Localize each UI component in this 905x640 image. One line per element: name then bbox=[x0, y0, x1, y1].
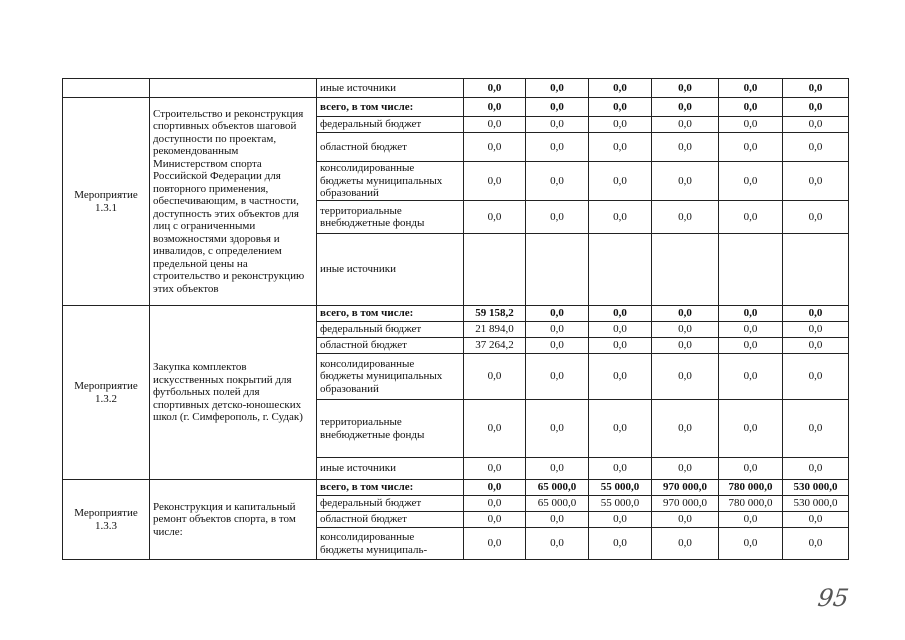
value-cell: 0,0 bbox=[464, 512, 526, 528]
value-cell: 0,0 bbox=[526, 117, 589, 133]
value-cell: 0,0 bbox=[526, 162, 589, 201]
value-cell: 0,0 bbox=[783, 400, 849, 458]
value-cell: 0,0 bbox=[589, 338, 652, 354]
value-cell bbox=[464, 234, 526, 306]
value-cell: 0,0 bbox=[652, 306, 719, 322]
value-cell: 0,0 bbox=[526, 133, 589, 162]
value-cell: 0,0 bbox=[526, 98, 589, 117]
value-cell: 0,0 bbox=[783, 354, 849, 400]
value-cell: 0,0 bbox=[652, 338, 719, 354]
table-row bbox=[63, 306, 849, 322]
source-cell: областной бюджет bbox=[317, 512, 464, 528]
value-cell: 0,0 bbox=[589, 400, 652, 458]
value-cell: 0,0 bbox=[464, 162, 526, 201]
value-cell: 0,0 bbox=[783, 162, 849, 201]
value-cell: 0,0 bbox=[589, 133, 652, 162]
source-cell: консолидированные бюджеты муниципальных образований bbox=[317, 162, 464, 201]
description-cell bbox=[150, 79, 317, 98]
value-cell: 0,0 bbox=[589, 322, 652, 338]
value-cell: 0,0 bbox=[652, 512, 719, 528]
value-cell: 0,0 bbox=[526, 528, 589, 560]
event-description-cell: Реконструкция и капитальный ремонт объектов спорта, в том числе: bbox=[150, 480, 317, 560]
value-cell: 37 264,2 bbox=[464, 338, 526, 354]
value-cell: 0,0 bbox=[652, 79, 719, 98]
value-cell: 0,0 bbox=[589, 354, 652, 400]
value-cell: 0,0 bbox=[719, 400, 783, 458]
value-cell: 0,0 bbox=[589, 306, 652, 322]
value-cell: 0,0 bbox=[719, 79, 783, 98]
value-cell bbox=[719, 234, 783, 306]
value-cell: 0,0 bbox=[464, 528, 526, 560]
value-cell: 0,0 bbox=[464, 98, 526, 117]
source-cell: консолидированные бюджеты муниципаль- bbox=[317, 528, 464, 560]
source-cell: территориальные внебюджетные фонды bbox=[317, 400, 464, 458]
value-cell: 0,0 bbox=[652, 201, 719, 234]
value-cell: 0,0 bbox=[464, 480, 526, 496]
source-cell: консолидированные бюджеты муниципальных образований bbox=[317, 354, 464, 400]
value-cell: 0,0 bbox=[526, 322, 589, 338]
value-cell: 0,0 bbox=[526, 458, 589, 480]
value-cell: 0,0 bbox=[783, 117, 849, 133]
value-cell: 530 000,0 bbox=[783, 480, 849, 496]
value-cell: 0,0 bbox=[652, 400, 719, 458]
value-cell: 0,0 bbox=[464, 400, 526, 458]
source-cell: иные источники bbox=[317, 234, 464, 306]
value-cell: 0,0 bbox=[589, 98, 652, 117]
value-cell: 0,0 bbox=[783, 338, 849, 354]
value-cell: 0,0 bbox=[526, 400, 589, 458]
value-cell: 65 000,0 bbox=[526, 480, 589, 496]
value-cell: 530 000,0 bbox=[783, 496, 849, 512]
value-cell: 0,0 bbox=[719, 512, 783, 528]
value-cell bbox=[589, 234, 652, 306]
value-cell: 59 158,2 bbox=[464, 306, 526, 322]
budget-table bbox=[62, 78, 849, 560]
value-cell: 0,0 bbox=[783, 322, 849, 338]
value-cell: 0,0 bbox=[719, 98, 783, 117]
value-cell: 0,0 bbox=[783, 98, 849, 117]
value-cell: 21 894,0 bbox=[464, 322, 526, 338]
value-cell: 0,0 bbox=[719, 354, 783, 400]
table-row bbox=[63, 98, 849, 117]
value-cell: 0,0 bbox=[719, 162, 783, 201]
value-cell: 0,0 bbox=[589, 512, 652, 528]
value-cell: 0,0 bbox=[652, 98, 719, 117]
event-code-cell: Мероприятие 1.3.2 bbox=[63, 306, 150, 480]
source-cell: всего, в том числе: bbox=[317, 480, 464, 496]
value-cell: 0,0 bbox=[719, 117, 783, 133]
value-cell: 0,0 bbox=[719, 306, 783, 322]
value-cell: 0,0 bbox=[719, 201, 783, 234]
source-cell: федеральный бюджет bbox=[317, 322, 464, 338]
source-cell: иные источники bbox=[317, 79, 464, 98]
value-cell: 0,0 bbox=[526, 306, 589, 322]
value-cell: 0,0 bbox=[526, 201, 589, 234]
value-cell: 65 000,0 bbox=[526, 496, 589, 512]
value-cell: 0,0 bbox=[589, 528, 652, 560]
source-cell: иные источники bbox=[317, 458, 464, 480]
value-cell: 970 000,0 bbox=[652, 480, 719, 496]
value-cell: 0,0 bbox=[652, 162, 719, 201]
value-cell: 0,0 bbox=[652, 354, 719, 400]
value-cell: 780 000,0 bbox=[719, 496, 783, 512]
value-cell bbox=[526, 234, 589, 306]
value-cell: 0,0 bbox=[652, 458, 719, 480]
value-cell bbox=[652, 234, 719, 306]
value-cell: 0,0 bbox=[589, 162, 652, 201]
source-cell: областной бюджет bbox=[317, 133, 464, 162]
value-cell: 0,0 bbox=[719, 528, 783, 560]
value-cell: 0,0 bbox=[526, 354, 589, 400]
source-cell: федеральный бюджет bbox=[317, 496, 464, 512]
value-cell: 0,0 bbox=[464, 79, 526, 98]
value-cell: 0,0 bbox=[589, 117, 652, 133]
value-cell: 0,0 bbox=[526, 338, 589, 354]
value-cell: 0,0 bbox=[719, 458, 783, 480]
event-code-cell: Мероприятие 1.3.3 bbox=[63, 480, 150, 560]
event-code-cell: Мероприятие 1.3.1 bbox=[63, 98, 150, 306]
value-cell: 0,0 bbox=[464, 354, 526, 400]
value-cell: 55 000,0 bbox=[589, 496, 652, 512]
table-row bbox=[63, 79, 849, 98]
value-cell: 0,0 bbox=[464, 133, 526, 162]
value-cell: 0,0 bbox=[783, 79, 849, 98]
event-description-cell: Строительство и реконструкция спортивных объектов шаговой доступности по проектам, рекомендованным Министерством спорта Российской Федерации для повторного применения, обеспечивающим, в частности, доступность этих объектов для лиц с ограниченными возможностями здоровья и инвалидов, с определением предельной цены на строительство и реконструкцию этих объектов bbox=[150, 98, 317, 306]
value-cell: 55 000,0 bbox=[589, 480, 652, 496]
value-cell: 970 000,0 bbox=[652, 496, 719, 512]
value-cell: 0,0 bbox=[719, 322, 783, 338]
value-cell: 0,0 bbox=[783, 306, 849, 322]
value-cell: 0,0 bbox=[783, 133, 849, 162]
value-cell: 0,0 bbox=[464, 117, 526, 133]
value-cell: 0,0 bbox=[783, 512, 849, 528]
source-cell: территориальные внебюджетные фонды bbox=[317, 201, 464, 234]
value-cell: 0,0 bbox=[719, 338, 783, 354]
budget-table-body bbox=[63, 79, 849, 560]
source-cell: федеральный бюджет bbox=[317, 117, 464, 133]
value-cell: 0,0 bbox=[464, 201, 526, 234]
value-cell: 0,0 bbox=[783, 201, 849, 234]
value-cell: 0,0 bbox=[652, 528, 719, 560]
value-cell: 0,0 bbox=[652, 322, 719, 338]
source-cell: областной бюджет bbox=[317, 338, 464, 354]
value-cell: 0,0 bbox=[464, 496, 526, 512]
value-cell: 0,0 bbox=[589, 201, 652, 234]
value-cell: 0,0 bbox=[652, 117, 719, 133]
value-cell: 0,0 bbox=[783, 458, 849, 480]
source-cell: всего, в том числе: bbox=[317, 306, 464, 322]
event-description-cell: Закупка комплектов искусственных покрытий для футбольных полей для спортивных детско-юношеских школ (г. Симферополь, г. Судак) bbox=[150, 306, 317, 480]
value-cell: 0,0 bbox=[526, 79, 589, 98]
page-number: 95 bbox=[816, 584, 851, 612]
value-cell: 0,0 bbox=[719, 133, 783, 162]
value-cell: 780 000,0 bbox=[719, 480, 783, 496]
value-cell bbox=[783, 234, 849, 306]
value-cell: 0,0 bbox=[783, 528, 849, 560]
value-cell: 0,0 bbox=[652, 133, 719, 162]
source-cell: всего, в том числе: bbox=[317, 98, 464, 117]
value-cell: 0,0 bbox=[589, 79, 652, 98]
event-cell bbox=[63, 79, 150, 98]
value-cell: 0,0 bbox=[464, 458, 526, 480]
table-row bbox=[63, 480, 849, 496]
value-cell: 0,0 bbox=[526, 512, 589, 528]
value-cell: 0,0 bbox=[589, 458, 652, 480]
